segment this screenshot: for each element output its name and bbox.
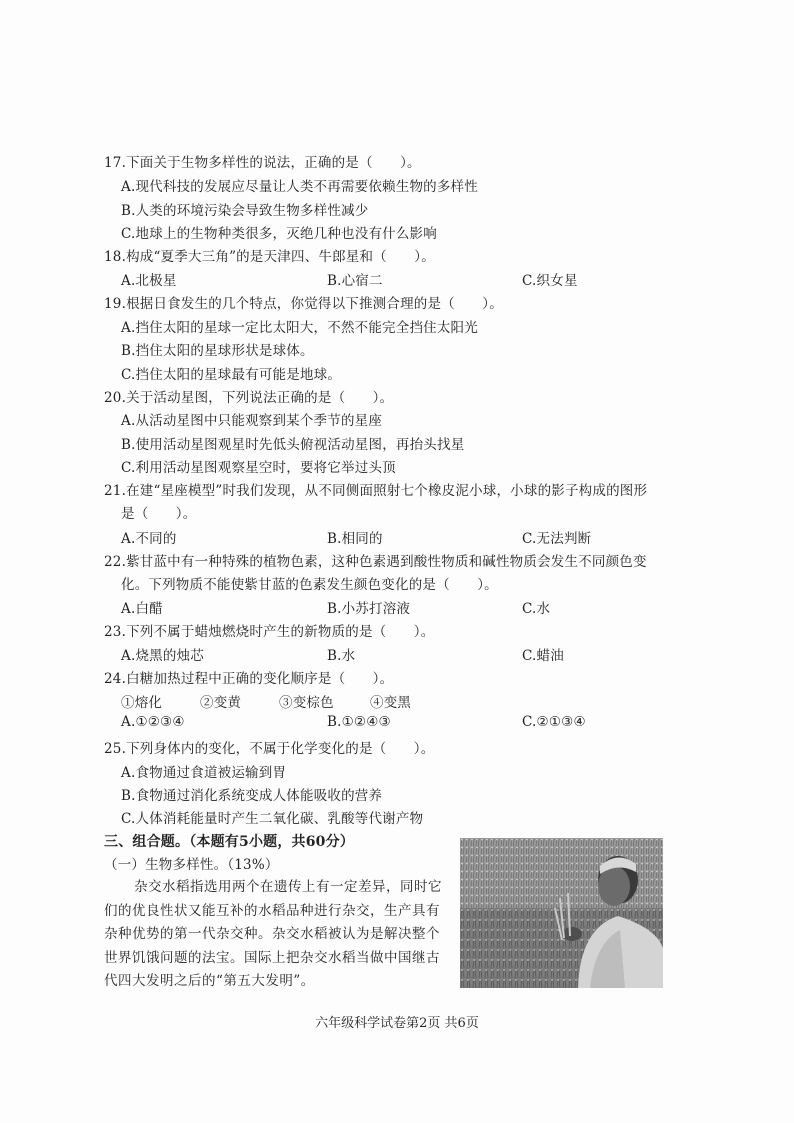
q21-option-a: A.不同的 xyxy=(121,531,177,547)
q22-option-a: A.白醋 xyxy=(121,601,163,617)
question-21-cont: 是（ ）。 xyxy=(121,506,197,522)
rice-field-photo xyxy=(460,838,663,988)
question-20: 20.关于活动星图，下列说法正确的是（ ）。 xyxy=(104,390,394,406)
q17-option-c: C.地球上的生物种类很多，灭绝几种也没有什么影响 xyxy=(121,226,437,242)
question-23: 23.下列不属于蜡烛燃烧时产生的新物质的是（ ）。 xyxy=(104,624,435,640)
q21-option-b: B.相同的 xyxy=(327,531,383,547)
q24-option-a: A.①②③④ xyxy=(121,714,185,730)
q20-option-c: C.利用活动星图观察星空时，要将它举过头顶 xyxy=(121,460,396,476)
q25-option-a: A.食物通过食道被运输到胃 xyxy=(121,765,287,781)
q20-option-b: B.使用活动星图观星时先低头俯视活动星图，再抬头找星 xyxy=(121,437,465,453)
q19-option-b: B.挡住太阳的星球形状是球体。 xyxy=(121,343,314,359)
q24-item-4: ④变黑 xyxy=(370,695,412,711)
q24-item-1: ①熔化 xyxy=(121,695,163,711)
question-22-cont: 化。下列物质不能使紫甘蓝的色素发生颜色变化的是（ ）。 xyxy=(121,577,498,593)
question-24: 24.白糖加热过程中正确的变化顺序是（ ）。 xyxy=(104,671,394,687)
page-footer: 六年级科学试卷第2页 共6页 xyxy=(315,1016,479,1031)
q24-item-2: ②变黄 xyxy=(200,695,242,711)
q19-option-c: C.挡住太阳的星球最有可能是地球。 xyxy=(121,367,342,383)
q23-option-c: C.蜡油 xyxy=(522,648,564,664)
q20-option-a: A.从活动星图中只能观察到某个季节的星座 xyxy=(121,413,383,429)
q18-option-a: A.北极星 xyxy=(121,273,177,289)
question-17: 17.下面关于生物多样性的说法，正确的是（ ）。 xyxy=(104,155,421,171)
q21-option-c: C.无法判断 xyxy=(522,531,592,547)
question-21: 21.在建“星座模型”时我们发现，从不同侧面照射七个橡皮泥小球，小球的影子构成的图形 xyxy=(104,483,648,499)
section-3-title: 三、组合题。（本题有5小题，共60分） xyxy=(104,834,355,850)
hybrid-rice-paragraph: 杂交水稻指选用两个在遗传上有一定差异，同时它们的优良性状又能互补的水稻品种进行杂交，生产具有杂种优势的第一代杂交种。杂交水稻被认为是解决整个世界饥饿问题的法宝。国际上把杂交水稻当做中国继古代四大发明之后的“第五大发明”。 xyxy=(104,879,442,989)
q25-option-b: B.食物通过消化系统变成人体能吸收的营养 xyxy=(121,788,383,804)
q18-option-b: B.心宿二 xyxy=(327,273,383,289)
section-3-sub: （一）生物多样性。（13%） xyxy=(104,857,279,873)
question-25: 25.下列身体内的变化，不属于化学变化的是（ ）。 xyxy=(104,741,435,757)
q17-option-b: B.人类的环境污染会导致生物多样性减少 xyxy=(121,203,369,219)
q25-option-c: C.人体消耗能量时产生二氧化碳、乳酸等代谢产物 xyxy=(121,811,424,827)
q19-option-a: A.挡住太阳的星球一定比太阳大，不然不能完全挡住太阳光 xyxy=(121,320,478,336)
q23-option-a: A.烧黑的烛芯 xyxy=(121,648,204,664)
question-18: 18.构成“夏季大三角”的是天津四、牛郎星和（ ）。 xyxy=(104,249,435,265)
q18-option-c: C.织女星 xyxy=(522,273,578,289)
q23-option-b: B.水 xyxy=(327,648,356,664)
q24-option-b: B.①②④③ xyxy=(327,714,391,730)
question-22: 22.紫甘蓝中有一种特殊的植物色素，这种色素遇到酸性物质和碱性物质会发生不同颜色变 xyxy=(104,554,647,570)
q22-option-c: C.水 xyxy=(522,601,551,617)
q24-option-c: C.②①③④ xyxy=(522,714,586,730)
q17-option-a: A.现代科技的发展应尽量让人类不再需要依赖生物的多样性 xyxy=(121,179,478,195)
q24-item-3: ③变棕色 xyxy=(279,695,334,711)
question-19: 19.根据日食发生的几个特点，你觉得以下推测合理的是（ ）。 xyxy=(104,296,503,312)
q22-option-b: B.小苏打溶液 xyxy=(327,601,411,617)
